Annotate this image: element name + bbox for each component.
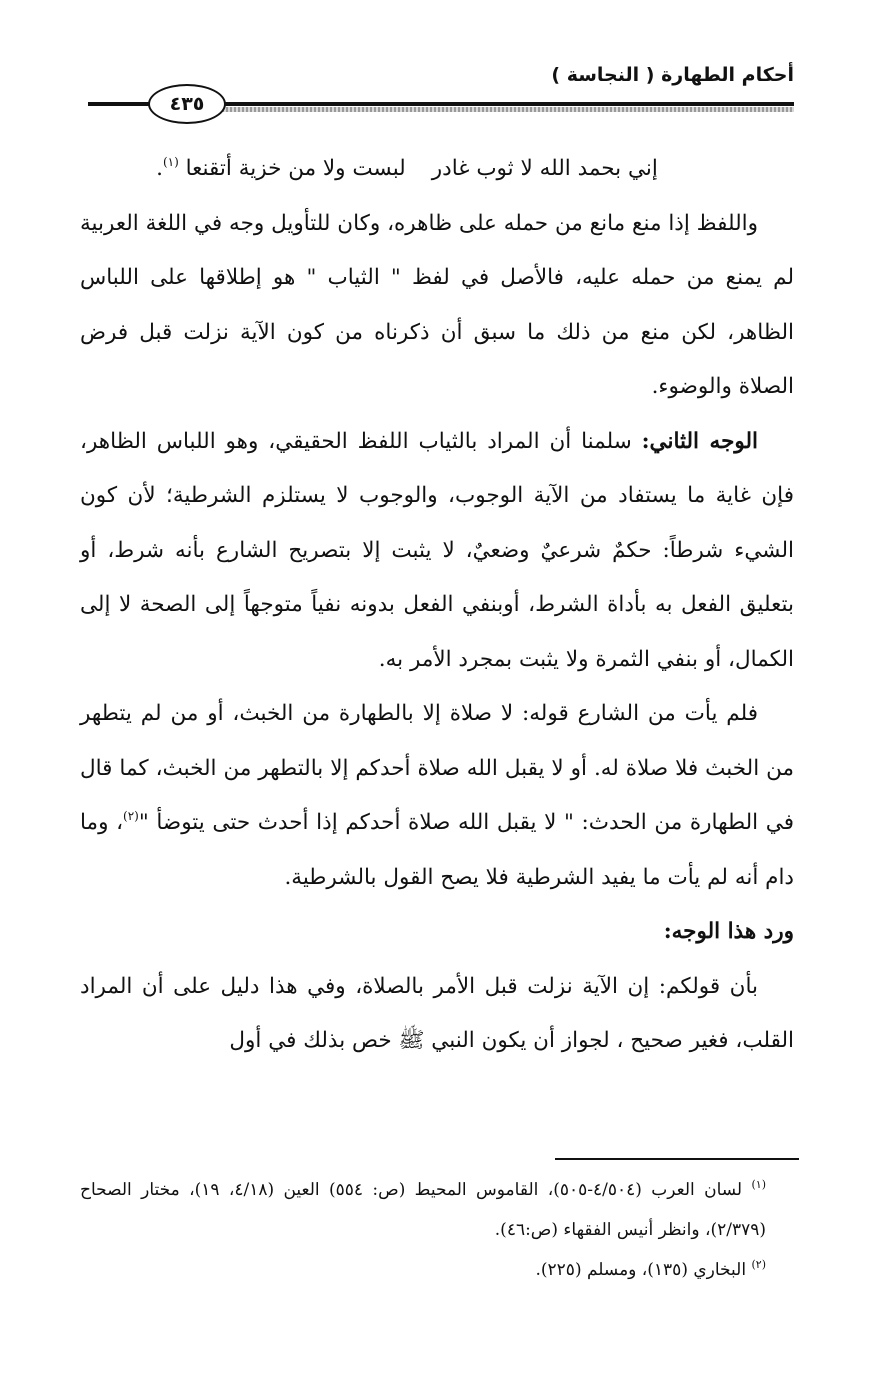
footnote-ref-2: (٢) — [123, 809, 139, 823]
footnote-2 — [80, 1250, 794, 1290]
header-shaded-rule — [218, 107, 794, 112]
footnote-1 — [80, 1170, 794, 1250]
paragraph — [80, 687, 794, 905]
section-heading: ورد هذا الوجه: — [663, 919, 794, 944]
paragraph: بأن قولكم: إن الآية نزلت قبل الأمر بالصلاة، وفي هذا دليل على أن المراد القلب، فغير صحيح ، لجواز أن يكون النبي ﷺ خص بذلك في أول — [80, 973, 794, 1053]
footnote-ref-1: (١) — [162, 155, 179, 169]
poetry-verse — [80, 142, 794, 197]
book-title: أحكام الطهارة ( النجاسة ) — [551, 64, 794, 86]
main-text — [80, 142, 794, 1069]
page-header — [88, 60, 794, 130]
footnotes — [80, 1170, 794, 1290]
paragraph-text: سلمنا أن المراد بالثياب اللفظ الحقيقي، وهو اللباس الظاهر، فإن غاية ما يستفاد من الآية الوجوب، والوجوب لا يستلزم الشرطية؛ لأن كون الشيء شرطاً: حكمٌ شرعيٌ وضعيٌ، لا يثبت إلا بتصريح الشارع بأنه شرط، أو بتعليق الفعل به بأداة الشرط، أوبنفي الفعل بدونه نفياً متوجهاً إلى الصحة لا إلى الكمال، أو بنفي الثمرة ولا يثبت بمجرد الأمر به. — [80, 428, 794, 672]
footnote-text: لسان العرب (٤/٥٠٤-٥٠٥)، القاموس المحيط (ص: ٥٥٤) العين (٤/١٨، ١٩)، مختار الصحاح (٢/٣٧٩)، وانظر أنيس الفقهاء (ص:٤٦). — [80, 1180, 766, 1240]
page-number: ٤٣٥ — [148, 84, 226, 124]
footnote-marker: (١) — [751, 1178, 766, 1191]
footnote-separator — [555, 1158, 799, 1160]
paragraph — [80, 415, 794, 688]
paragraph: واللفظ إذا منع مانع من حمله على ظاهره، وكان للتأويل وجه في اللغة العربية لم يمنع من حمله عليه، فالأصل في لفظ " الثياب " هو إطلاقها على اللباس الظاهر، لكن منع من ذلك ما سبق أن ذكرناه من كون الآية نزلت قبل فرض الصلاة والوضوء. — [80, 210, 794, 399]
verse-end: . — [156, 156, 163, 181]
footnote-marker: (٢) — [751, 1258, 766, 1271]
paragraph-heading: الوجه الثاني: — [641, 428, 758, 454]
paragraph-text-end: ، وما دام أنه لم يأت ما يفيد الشرطية فلا يصح القول بالشرطية. — [80, 810, 794, 890]
footnote-text: البخاري (١٣٥)، ومسلم (٢٢٥). — [535, 1260, 752, 1280]
verse-first-hemistich: إني بحمد الله لا ثوب غادر — [431, 156, 658, 181]
paragraph-text: فلم يأت من الشارع قوله: لا صلاة إلا بالطهارة من الخبث، أو من لم يتطهر من الخبث فلا صلاة له. أو لا يقبل الله صلاة أحدكم إلا بالتطهر من الخبث، كما قال في الطهارة من الحدث: " لا يقبل الله صلاة أحدكم إذا أحدث حتى يتوضأ " — [80, 701, 794, 835]
verse-second-hemistich: لبست ولا من خزية أتقنعا — [185, 156, 406, 181]
